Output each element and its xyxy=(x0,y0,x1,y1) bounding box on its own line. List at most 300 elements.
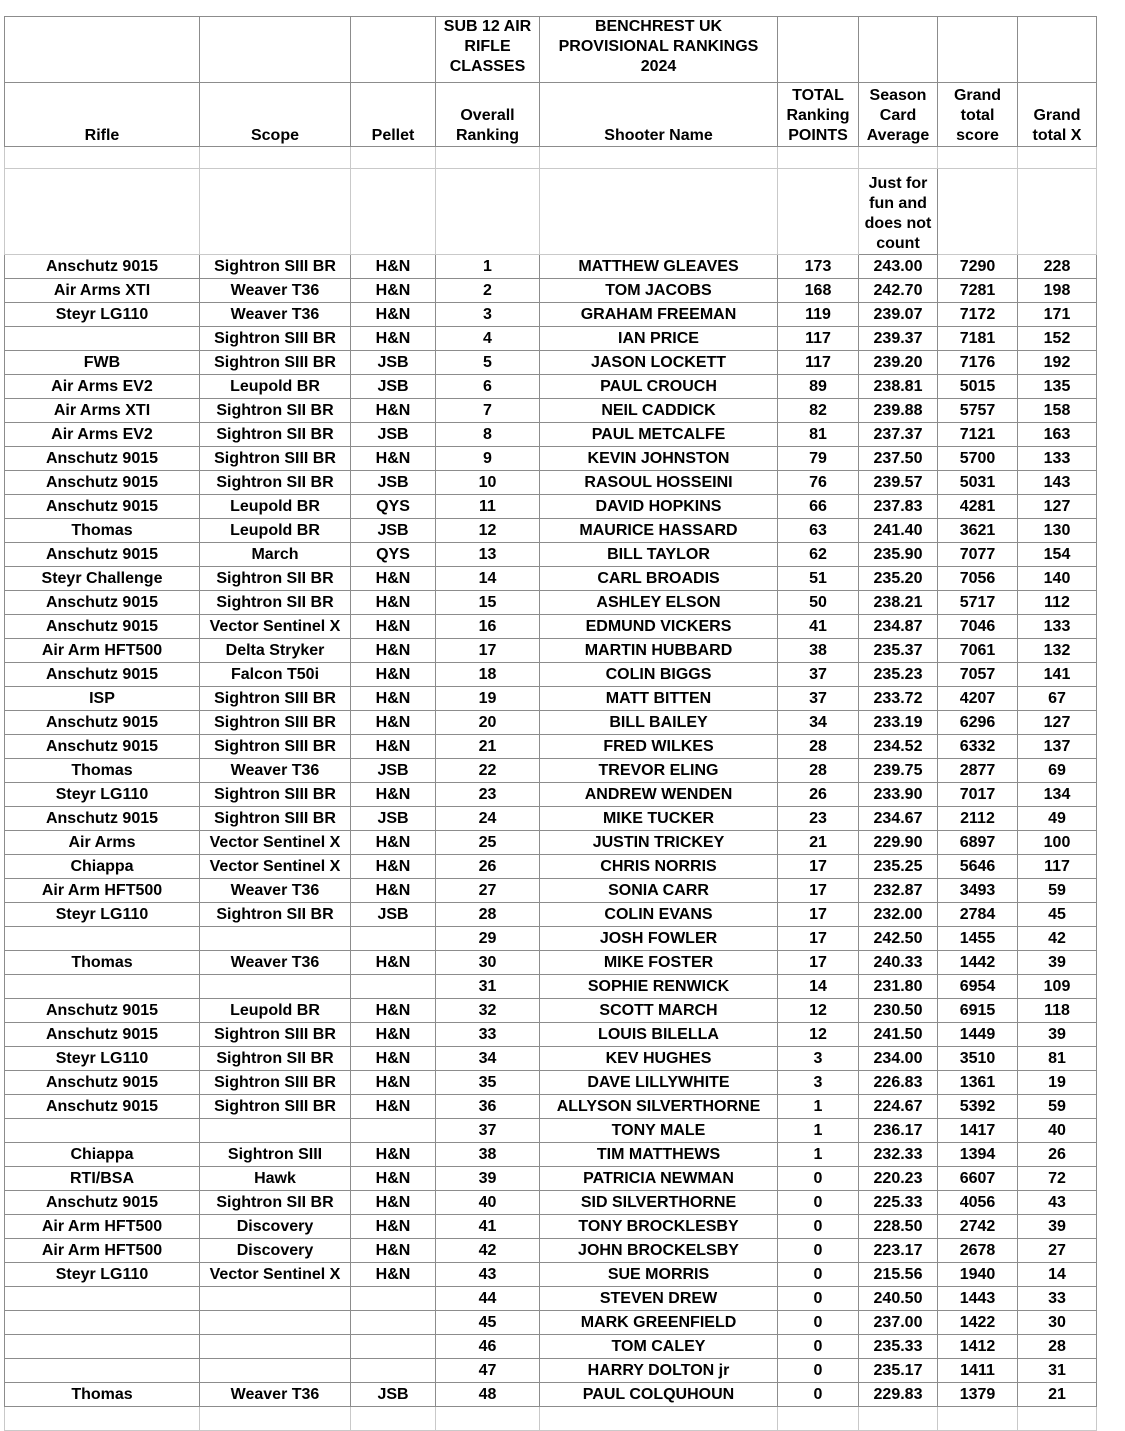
scope-cell: Sightron SIII BR xyxy=(200,711,351,735)
shooter-name-cell: SUE MORRIS xyxy=(540,1263,778,1287)
rank-cell: 23 xyxy=(436,783,540,807)
shooter-name-cell: COLIN BIGGS xyxy=(540,663,778,687)
rank-cell: 24 xyxy=(436,807,540,831)
rank-cell: 25 xyxy=(436,831,540,855)
shooter-name-cell: ALLYSON SILVERTHORNE xyxy=(540,1095,778,1119)
pellet-cell: H&N xyxy=(351,1215,436,1239)
rifle-cell: Air Arms XTI xyxy=(5,279,200,303)
points-cell: 119 xyxy=(778,303,859,327)
pellet-cell: H&N xyxy=(351,663,436,687)
shooter-name-cell: TONY MALE xyxy=(540,1119,778,1143)
points-cell: 17 xyxy=(778,879,859,903)
shooter-name-cell: LOUIS BILELLA xyxy=(540,1023,778,1047)
spacer-row xyxy=(5,147,1097,169)
pellet-cell: H&N xyxy=(351,1047,436,1071)
score-cell: 5646 xyxy=(938,855,1018,879)
pellet-cell: H&N xyxy=(351,615,436,639)
note-row xyxy=(5,169,1097,255)
average-cell: 241.40 xyxy=(859,519,938,543)
table-row xyxy=(5,543,1097,567)
shooter-name-cell: SID SILVERTHORNE xyxy=(540,1191,778,1215)
rank-cell: 41 xyxy=(436,1215,540,1239)
score-cell: 6296 xyxy=(938,711,1018,735)
rifle-cell: Anschutz 9015 xyxy=(5,255,200,279)
score-cell: 6332 xyxy=(938,735,1018,759)
shooter-name-cell: EDMUND VICKERS xyxy=(540,615,778,639)
rifle-cell: Anschutz 9015 xyxy=(5,1191,200,1215)
score-cell: 3621 xyxy=(938,519,1018,543)
score-cell: 7057 xyxy=(938,663,1018,687)
shooter-name-cell: TIM MATTHEWS xyxy=(540,1143,778,1167)
points-cell: 0 xyxy=(778,1239,859,1263)
header-shooter-name: Shooter Name xyxy=(540,83,778,147)
rifle-cell xyxy=(5,1311,200,1335)
shooter-name-cell: KEVIN JOHNSTON xyxy=(540,447,778,471)
pellet-cell: H&N xyxy=(351,327,436,351)
scope-cell: Sightron SIII BR xyxy=(200,327,351,351)
shooter-name-cell: TOM JACOBS xyxy=(540,279,778,303)
rank-cell: 30 xyxy=(436,951,540,975)
spacer-cell xyxy=(5,147,200,169)
table-row xyxy=(5,975,1097,999)
header-row xyxy=(5,83,1097,147)
x-cell: 39 xyxy=(1018,1023,1097,1047)
score-cell: 7281 xyxy=(938,279,1018,303)
scope-cell: Sightron SII BR xyxy=(200,567,351,591)
shooter-name-cell: JOSH FOWLER xyxy=(540,927,778,951)
scope-cell: Sightron SIII BR xyxy=(200,1095,351,1119)
x-cell: 30 xyxy=(1018,1311,1097,1335)
pellet-cell: H&N xyxy=(351,639,436,663)
table-row xyxy=(5,423,1097,447)
note-cell-empty xyxy=(5,169,200,255)
note-cell-empty xyxy=(540,169,778,255)
average-cell: 224.67 xyxy=(859,1095,938,1119)
table-row xyxy=(5,1047,1097,1071)
table-row xyxy=(5,759,1097,783)
shooter-name-cell: MAURICE HASSARD xyxy=(540,519,778,543)
points-cell: 1 xyxy=(778,1095,859,1119)
score-cell: 5757 xyxy=(938,399,1018,423)
header-overall-ranking: Overall Ranking xyxy=(436,83,540,147)
shooter-name-cell: CARL BROADIS xyxy=(540,567,778,591)
rank-cell: 18 xyxy=(436,663,540,687)
pellet-cell: JSB xyxy=(351,375,436,399)
pellet-cell: H&N xyxy=(351,1167,436,1191)
title-cell-empty xyxy=(778,17,859,83)
rifle-cell xyxy=(5,975,200,999)
average-cell: 233.72 xyxy=(859,687,938,711)
scope-cell: Falcon T50i xyxy=(200,663,351,687)
rifle-cell xyxy=(5,327,200,351)
average-cell: 234.67 xyxy=(859,807,938,831)
points-cell: 37 xyxy=(778,663,859,687)
table-row xyxy=(5,1215,1097,1239)
rifle-cell: Air Arms EV2 xyxy=(5,375,200,399)
pellet-cell xyxy=(351,975,436,999)
rifle-cell: Anschutz 9015 xyxy=(5,447,200,471)
scope-cell: Sightron SIII BR xyxy=(200,807,351,831)
rifle-cell: Air Arms xyxy=(5,831,200,855)
rifle-cell: Anschutz 9015 xyxy=(5,735,200,759)
spacer-cell xyxy=(859,147,938,169)
x-cell: 69 xyxy=(1018,759,1097,783)
x-cell: 28 xyxy=(1018,1335,1097,1359)
table-row xyxy=(5,519,1097,543)
points-cell: 1 xyxy=(778,1143,859,1167)
rank-cell: 38 xyxy=(436,1143,540,1167)
scope-cell: Leupold BR xyxy=(200,999,351,1023)
title-cell-empty xyxy=(5,17,200,83)
average-cell: 239.75 xyxy=(859,759,938,783)
rank-cell: 14 xyxy=(436,567,540,591)
average-cell: 237.50 xyxy=(859,447,938,471)
scope-cell: Hawk xyxy=(200,1167,351,1191)
header-scope: Scope xyxy=(200,83,351,147)
x-cell: 59 xyxy=(1018,879,1097,903)
table-row xyxy=(5,831,1097,855)
shooter-name-cell: STEVEN DREW xyxy=(540,1287,778,1311)
average-cell: 234.87 xyxy=(859,615,938,639)
average-cell: 237.83 xyxy=(859,495,938,519)
average-cell: 233.90 xyxy=(859,783,938,807)
pellet-cell xyxy=(351,1119,436,1143)
score-cell: 6915 xyxy=(938,999,1018,1023)
score-cell: 2784 xyxy=(938,903,1018,927)
pellet-cell: H&N xyxy=(351,879,436,903)
note-cell-empty xyxy=(436,169,540,255)
scope-cell: Sightron SII BR xyxy=(200,591,351,615)
rifle-cell: ISP xyxy=(5,687,200,711)
table-row xyxy=(5,807,1097,831)
x-cell: 21 xyxy=(1018,1383,1097,1407)
points-cell: 50 xyxy=(778,591,859,615)
shooter-name-cell: SCOTT MARCH xyxy=(540,999,778,1023)
shooter-name-cell: TOM CALEY xyxy=(540,1335,778,1359)
pellet-cell: H&N xyxy=(351,1071,436,1095)
pellet-cell: H&N xyxy=(351,855,436,879)
score-cell: 3510 xyxy=(938,1047,1018,1071)
pellet-cell: H&N xyxy=(351,279,436,303)
shooter-name-cell: PAUL CROUCH xyxy=(540,375,778,399)
rifle-cell: Chiappa xyxy=(5,1143,200,1167)
scope-cell xyxy=(200,975,351,999)
scope-cell: Sightron SII BR xyxy=(200,1047,351,1071)
scope-cell: Vector Sentinel X xyxy=(200,615,351,639)
title-row xyxy=(5,17,1097,83)
x-cell: 31 xyxy=(1018,1359,1097,1383)
score-cell: 1443 xyxy=(938,1287,1018,1311)
pellet-cell: H&N xyxy=(351,1095,436,1119)
table-row xyxy=(5,951,1097,975)
scope-cell: Sightron SIII BR xyxy=(200,351,351,375)
scope-cell: Sightron SII BR xyxy=(200,399,351,423)
average-cell: 230.50 xyxy=(859,999,938,1023)
rank-cell: 37 xyxy=(436,1119,540,1143)
scope-cell: Vector Sentinel X xyxy=(200,1263,351,1287)
x-cell: 163 xyxy=(1018,423,1097,447)
points-cell: 28 xyxy=(778,759,859,783)
x-cell: 134 xyxy=(1018,783,1097,807)
average-cell: 239.57 xyxy=(859,471,938,495)
rank-cell: 10 xyxy=(436,471,540,495)
score-cell: 2678 xyxy=(938,1239,1018,1263)
score-cell: 7077 xyxy=(938,543,1018,567)
rifle-cell: Air Arms XTI xyxy=(5,399,200,423)
rifle-cell: Air Arm HFT500 xyxy=(5,1239,200,1263)
rank-cell: 45 xyxy=(436,1311,540,1335)
average-cell: 234.52 xyxy=(859,735,938,759)
average-cell: 220.23 xyxy=(859,1167,938,1191)
rank-cell: 42 xyxy=(436,1239,540,1263)
pellet-cell: H&N xyxy=(351,447,436,471)
note-cell-empty xyxy=(1018,169,1097,255)
scope-cell xyxy=(200,1287,351,1311)
rifle-cell: Anschutz 9015 xyxy=(5,1023,200,1047)
points-cell: 17 xyxy=(778,903,859,927)
x-cell: 198 xyxy=(1018,279,1097,303)
x-cell: 133 xyxy=(1018,447,1097,471)
shooter-name-cell: JASON LOCKETT xyxy=(540,351,778,375)
average-cell: 215.56 xyxy=(859,1263,938,1287)
rank-cell: 48 xyxy=(436,1383,540,1407)
scope-cell: Sightron SIII BR xyxy=(200,783,351,807)
shooter-name-cell: ASHLEY ELSON xyxy=(540,591,778,615)
points-cell: 12 xyxy=(778,999,859,1023)
x-cell: 132 xyxy=(1018,639,1097,663)
table-row xyxy=(5,375,1097,399)
title-cell-empty xyxy=(200,17,351,83)
points-cell: 34 xyxy=(778,711,859,735)
score-cell: 1940 xyxy=(938,1263,1018,1287)
pellet-cell: JSB xyxy=(351,423,436,447)
empty-cell xyxy=(5,1407,200,1431)
table-row xyxy=(5,1143,1097,1167)
scope-cell: Sightron SII BR xyxy=(200,471,351,495)
rifle-cell: Steyr LG110 xyxy=(5,783,200,807)
rank-cell: 2 xyxy=(436,279,540,303)
rifle-cell xyxy=(5,1287,200,1311)
rifle-cell xyxy=(5,1359,200,1383)
points-cell: 117 xyxy=(778,327,859,351)
title-cell-empty xyxy=(1018,17,1097,83)
rank-cell: 27 xyxy=(436,879,540,903)
rank-cell: 19 xyxy=(436,687,540,711)
shooter-name-cell: MARK GREENFIELD xyxy=(540,1311,778,1335)
rank-cell: 44 xyxy=(436,1287,540,1311)
points-cell: 168 xyxy=(778,279,859,303)
average-cell: 235.20 xyxy=(859,567,938,591)
points-cell: 76 xyxy=(778,471,859,495)
x-cell: 59 xyxy=(1018,1095,1097,1119)
score-cell: 1361 xyxy=(938,1071,1018,1095)
table-row xyxy=(5,1023,1097,1047)
table-row xyxy=(5,927,1097,951)
pellet-cell: H&N xyxy=(351,1191,436,1215)
rifle-cell: Anschutz 9015 xyxy=(5,591,200,615)
rank-cell: 20 xyxy=(436,711,540,735)
pellet-cell: JSB xyxy=(351,759,436,783)
points-cell: 0 xyxy=(778,1263,859,1287)
table-row xyxy=(5,1167,1097,1191)
score-cell: 1394 xyxy=(938,1143,1018,1167)
rankings-title: BENCHREST UK PROVISIONAL RANKINGS 2024 xyxy=(540,17,778,83)
average-cell: 237.37 xyxy=(859,423,938,447)
pellet-cell: JSB xyxy=(351,519,436,543)
scope-cell: Discovery xyxy=(200,1215,351,1239)
rank-cell: 17 xyxy=(436,639,540,663)
points-cell: 23 xyxy=(778,807,859,831)
x-cell: 158 xyxy=(1018,399,1097,423)
points-cell: 38 xyxy=(778,639,859,663)
shooter-name-cell: TREVOR ELING xyxy=(540,759,778,783)
rifle-cell: Steyr LG110 xyxy=(5,1263,200,1287)
rank-cell: 21 xyxy=(436,735,540,759)
scope-cell: Weaver T36 xyxy=(200,879,351,903)
table-row xyxy=(5,1311,1097,1335)
average-cell: 235.37 xyxy=(859,639,938,663)
rankings-table xyxy=(4,16,1097,1431)
score-cell: 1412 xyxy=(938,1335,1018,1359)
scope-cell: Discovery xyxy=(200,1239,351,1263)
rank-cell: 13 xyxy=(436,543,540,567)
table-row xyxy=(5,279,1097,303)
x-cell: 143 xyxy=(1018,471,1097,495)
x-cell: 26 xyxy=(1018,1143,1097,1167)
score-cell: 7056 xyxy=(938,567,1018,591)
shooter-name-cell: HARRY DOLTON jr xyxy=(540,1359,778,1383)
shooter-name-cell: PAUL METCALFE xyxy=(540,423,778,447)
scope-cell: Leupold BR xyxy=(200,519,351,543)
points-cell: 28 xyxy=(778,735,859,759)
rank-cell: 31 xyxy=(436,975,540,999)
pellet-cell: H&N xyxy=(351,687,436,711)
table-row xyxy=(5,735,1097,759)
average-cell: 225.33 xyxy=(859,1191,938,1215)
scope-cell: Sightron SII BR xyxy=(200,1191,351,1215)
average-cell: 229.83 xyxy=(859,1383,938,1407)
score-cell: 1417 xyxy=(938,1119,1018,1143)
x-cell: 100 xyxy=(1018,831,1097,855)
score-cell: 5031 xyxy=(938,471,1018,495)
average-cell: 226.83 xyxy=(859,1071,938,1095)
score-cell: 5015 xyxy=(938,375,1018,399)
x-cell: 137 xyxy=(1018,735,1097,759)
shooter-name-cell: KEV HUGHES xyxy=(540,1047,778,1071)
pellet-cell: QYS xyxy=(351,543,436,567)
rank-cell: 15 xyxy=(436,591,540,615)
shooter-name-cell: MIKE FOSTER xyxy=(540,951,778,975)
shooter-name-cell: ANDREW WENDEN xyxy=(540,783,778,807)
x-cell: 40 xyxy=(1018,1119,1097,1143)
scope-cell: Sightron SII BR xyxy=(200,903,351,927)
rank-cell: 29 xyxy=(436,927,540,951)
points-cell: 3 xyxy=(778,1071,859,1095)
score-cell: 4056 xyxy=(938,1191,1018,1215)
points-cell: 17 xyxy=(778,855,859,879)
average-cell: 238.81 xyxy=(859,375,938,399)
shooter-name-cell: DAVE LILLYWHITE xyxy=(540,1071,778,1095)
pellet-cell: JSB xyxy=(351,807,436,831)
scope-cell: Weaver T36 xyxy=(200,759,351,783)
x-cell: 228 xyxy=(1018,255,1097,279)
score-cell: 7046 xyxy=(938,615,1018,639)
points-cell: 3 xyxy=(778,1047,859,1071)
table-row xyxy=(5,327,1097,351)
pellet-cell xyxy=(351,1359,436,1383)
rank-cell: 3 xyxy=(436,303,540,327)
rifle-cell: Thomas xyxy=(5,951,200,975)
empty-cell xyxy=(200,1407,351,1431)
shooter-name-cell: JOHN BROCKELSBY xyxy=(540,1239,778,1263)
scope-cell: Leupold BR xyxy=(200,495,351,519)
x-cell: 118 xyxy=(1018,999,1097,1023)
rifle-cell: Thomas xyxy=(5,759,200,783)
rifle-cell: Steyr LG110 xyxy=(5,903,200,927)
pellet-cell: H&N xyxy=(351,567,436,591)
scope-cell: Vector Sentinel X xyxy=(200,855,351,879)
rifle-cell: Thomas xyxy=(5,519,200,543)
points-cell: 81 xyxy=(778,423,859,447)
header-pellet: Pellet xyxy=(351,83,436,147)
rifle-cell xyxy=(5,1119,200,1143)
table-row xyxy=(5,1239,1097,1263)
rifle-cell: Anschutz 9015 xyxy=(5,711,200,735)
scope-cell: Sightron SIII BR xyxy=(200,1071,351,1095)
table-row xyxy=(5,399,1097,423)
table-row xyxy=(5,1263,1097,1287)
scope-cell xyxy=(200,927,351,951)
rifle-cell: Anschutz 9015 xyxy=(5,495,200,519)
rifle-cell: FWB xyxy=(5,351,200,375)
score-cell: 1442 xyxy=(938,951,1018,975)
score-cell: 6954 xyxy=(938,975,1018,999)
table-row xyxy=(5,255,1097,279)
rank-cell: 33 xyxy=(436,1023,540,1047)
rifle-cell: Anschutz 9015 xyxy=(5,471,200,495)
shooter-name-cell: JUSTIN TRICKEY xyxy=(540,831,778,855)
score-cell: 5717 xyxy=(938,591,1018,615)
table-row xyxy=(5,687,1097,711)
scope-cell: March xyxy=(200,543,351,567)
score-cell: 6897 xyxy=(938,831,1018,855)
points-cell: 63 xyxy=(778,519,859,543)
rifle-cell: Anschutz 9015 xyxy=(5,807,200,831)
average-cell: 239.37 xyxy=(859,327,938,351)
score-cell: 4281 xyxy=(938,495,1018,519)
spacer-cell xyxy=(436,147,540,169)
points-cell: 89 xyxy=(778,375,859,399)
x-cell: 67 xyxy=(1018,687,1097,711)
table-row xyxy=(5,1359,1097,1383)
average-cell: 232.87 xyxy=(859,879,938,903)
points-cell: 82 xyxy=(778,399,859,423)
rifle-cell: Anschutz 9015 xyxy=(5,615,200,639)
scope-cell: Weaver T36 xyxy=(200,303,351,327)
points-cell: 1 xyxy=(778,1119,859,1143)
scope-cell xyxy=(200,1335,351,1359)
x-cell: 42 xyxy=(1018,927,1097,951)
points-cell: 0 xyxy=(778,1287,859,1311)
x-cell: 14 xyxy=(1018,1263,1097,1287)
rank-cell: 7 xyxy=(436,399,540,423)
table-row xyxy=(5,1119,1097,1143)
points-cell: 12 xyxy=(778,1023,859,1047)
score-cell: 2877 xyxy=(938,759,1018,783)
rifle-cell: Anschutz 9015 xyxy=(5,1071,200,1095)
score-cell: 4207 xyxy=(938,687,1018,711)
points-cell: 117 xyxy=(778,351,859,375)
